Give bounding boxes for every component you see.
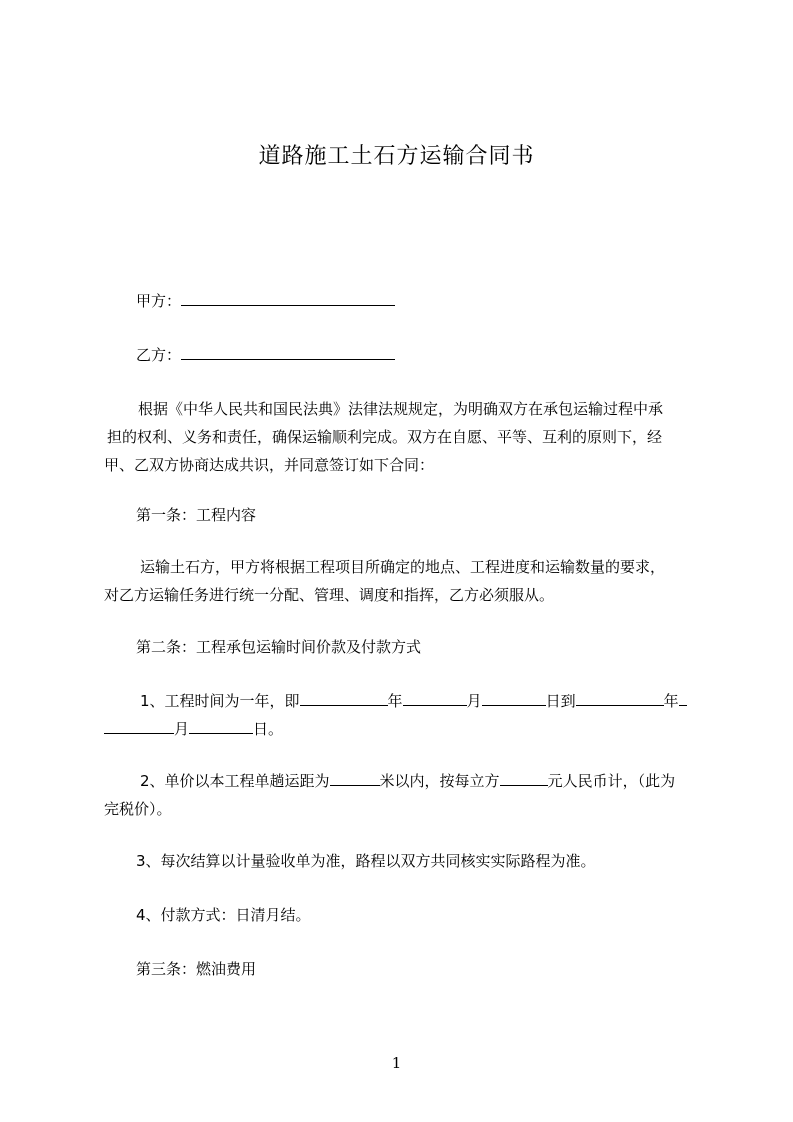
preamble-line-3: 甲、乙双方协商达成共识，并同意签订如下合同： — [104, 456, 435, 474]
unit-price-blank[interactable] — [500, 769, 548, 786]
start-day-blank[interactable] — [482, 689, 546, 706]
party-b-line — [136, 340, 736, 370]
article-2-item-2: 2、单价以本工程单趟运距为 米以内，按每立方 元人民币计，（此为 — [140, 766, 740, 796]
end-month-blank[interactable] — [104, 717, 174, 734]
party-b-blank[interactable] — [181, 343, 395, 360]
end-day-blank[interactable] — [189, 717, 253, 734]
preamble-line-2: 担的权利、义务和责任，确保运输顺利完成。双方在自愿、平等、互利的原则下，经 — [107, 428, 663, 446]
party-b-label: 乙方： — [136, 346, 182, 364]
party-a-blank[interactable] — [181, 289, 395, 306]
party-a-line — [136, 286, 736, 316]
article-2-item-3: 3、每次结算以计量验收单为准，路程以双方共同核实实际路程为准。 — [136, 852, 596, 870]
article-1-heading: 第一条：工程内容 — [136, 506, 257, 524]
preamble-line-1: 根据《中华人民共和国民法典》法律法规规定，为明确双方在承包运输过程中承 — [138, 400, 664, 418]
page-title: 道路施工土石方运输合同书 — [258, 144, 535, 169]
article-3-heading: 第三条：燃油费用 — [136, 960, 257, 978]
party-a-label: 甲方： — [136, 292, 182, 310]
article-2-heading: 第二条：工程承包运输时间价款及付款方式 — [136, 638, 422, 656]
article-2-item-1: 1、工程时间为一年，即 年 月 日到 年 — [140, 686, 740, 716]
end-year-blank[interactable] — [576, 689, 664, 706]
article-2-item-1-cont: 月 日。 — [104, 714, 704, 744]
article-1-line-1: 运输土石方，甲方将根据工程项目所确定的地点、工程进度和运输数量的要求， — [140, 558, 666, 576]
article-1-line-2: 对乙方运输任务进行统一分配、管理、调度和指挥，乙方必须服从。 — [104, 586, 555, 604]
start-year-blank[interactable] — [300, 689, 388, 706]
article-2-item-2-cont: 完税价）。 — [104, 800, 172, 818]
distance-blank[interactable] — [330, 769, 380, 786]
article-2-item-4: 4、付款方式：日清月结。 — [136, 906, 311, 924]
page-number: 1 — [391, 1054, 402, 1072]
start-month-blank[interactable] — [403, 689, 467, 706]
